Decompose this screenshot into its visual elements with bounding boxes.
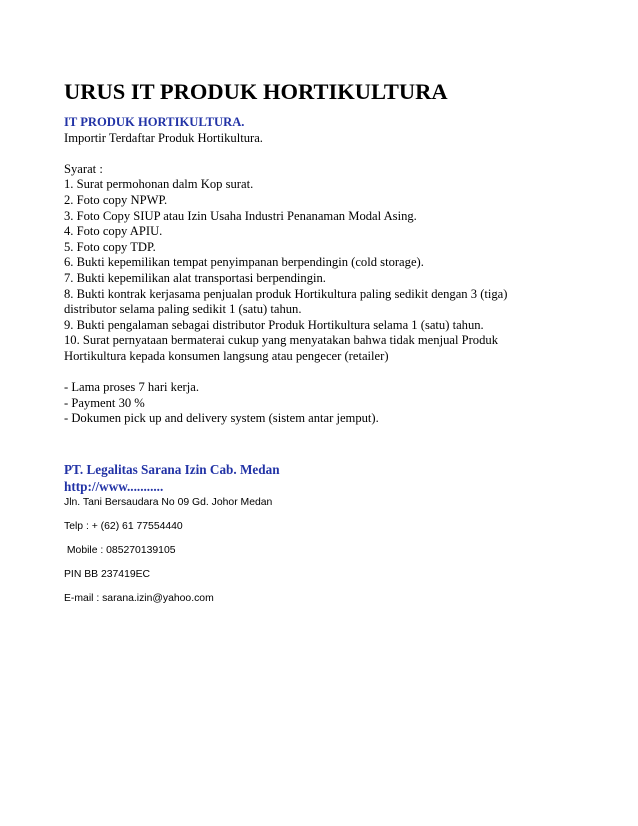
- requirement-item: 9. Bukti pengalaman sebagai distributor Produk Hortikultura selama 1 (satu) tahun.: [64, 317, 484, 332]
- spacer: [64, 146, 584, 162]
- note-item: - Payment 30 %: [64, 395, 145, 410]
- requirement-item-continuation: Hortikultura kepada konsumen langsung atau pengecer (retailer): [64, 348, 389, 363]
- document-description: Importir Terdaftar Produk Hortikultura.: [64, 130, 263, 145]
- requirement-item-continuation: distributor selama paling sedikit 1 (satu) tahun.: [64, 302, 302, 317]
- requirement-item: 4. Foto copy APIU.: [64, 224, 163, 239]
- page-title: URUS IT PRODUK HORTIKULTURA: [64, 79, 448, 104]
- requirement-item: 2. Foto copy NPWP.: [64, 192, 168, 207]
- document-page: [64, 78, 584, 616]
- requirement-item: 8. Bukti kontrak kerjasama penjualan produk Hortikultura paling sedikit dengan 3 (tiga): [64, 286, 508, 301]
- company-email: E-mail : sarana.izin@yahoo.com: [64, 592, 214, 604]
- requirement-item: 5. Foto copy TDP.: [64, 239, 156, 254]
- requirements-heading: Syarat :: [64, 161, 103, 176]
- spacer: [64, 365, 584, 381]
- note-item: - Dokumen pick up and delivery system (sistem antar jemput).: [64, 411, 379, 426]
- requirement-item: 10. Surat pernyataan bermaterai cukup yang menyatakan bahwa tidak menjual Produk: [64, 333, 498, 348]
- requirement-item: 6. Bukti kepemilikan tempat penyimpanan berpendingin (cold storage).: [64, 255, 424, 270]
- spacer: [64, 427, 584, 461]
- company-phone: Telp : + (62) 61 77554440: [64, 520, 183, 532]
- company-link[interactable]: http://www...........: [64, 478, 164, 494]
- document-body: [64, 115, 584, 461]
- document-subtitle: IT PRODUK HORTIKULTURA.: [64, 115, 245, 129]
- company-name: PT. Legalitas Sarana Izin Cab. Medan: [64, 461, 280, 477]
- note-item: - Lama proses 7 hari kerja.: [64, 380, 199, 395]
- requirement-item: 3. Foto Copy SIUP atau Izin Usaha Industri Penanaman Modal Asing.: [64, 208, 417, 223]
- company-pin-bb: PIN BB 237419EC: [64, 568, 151, 580]
- company-mobile: Mobile : 085270139105: [64, 544, 176, 556]
- requirement-item: 7. Bukti kepemilikan alat transportasi berpendingin.: [64, 270, 326, 285]
- requirement-item: 1. Surat permohonan dalm Kop surat.: [64, 177, 254, 192]
- company-address: Jln. Tani Bersaudara No 09 Gd. Johor Medan: [64, 496, 273, 508]
